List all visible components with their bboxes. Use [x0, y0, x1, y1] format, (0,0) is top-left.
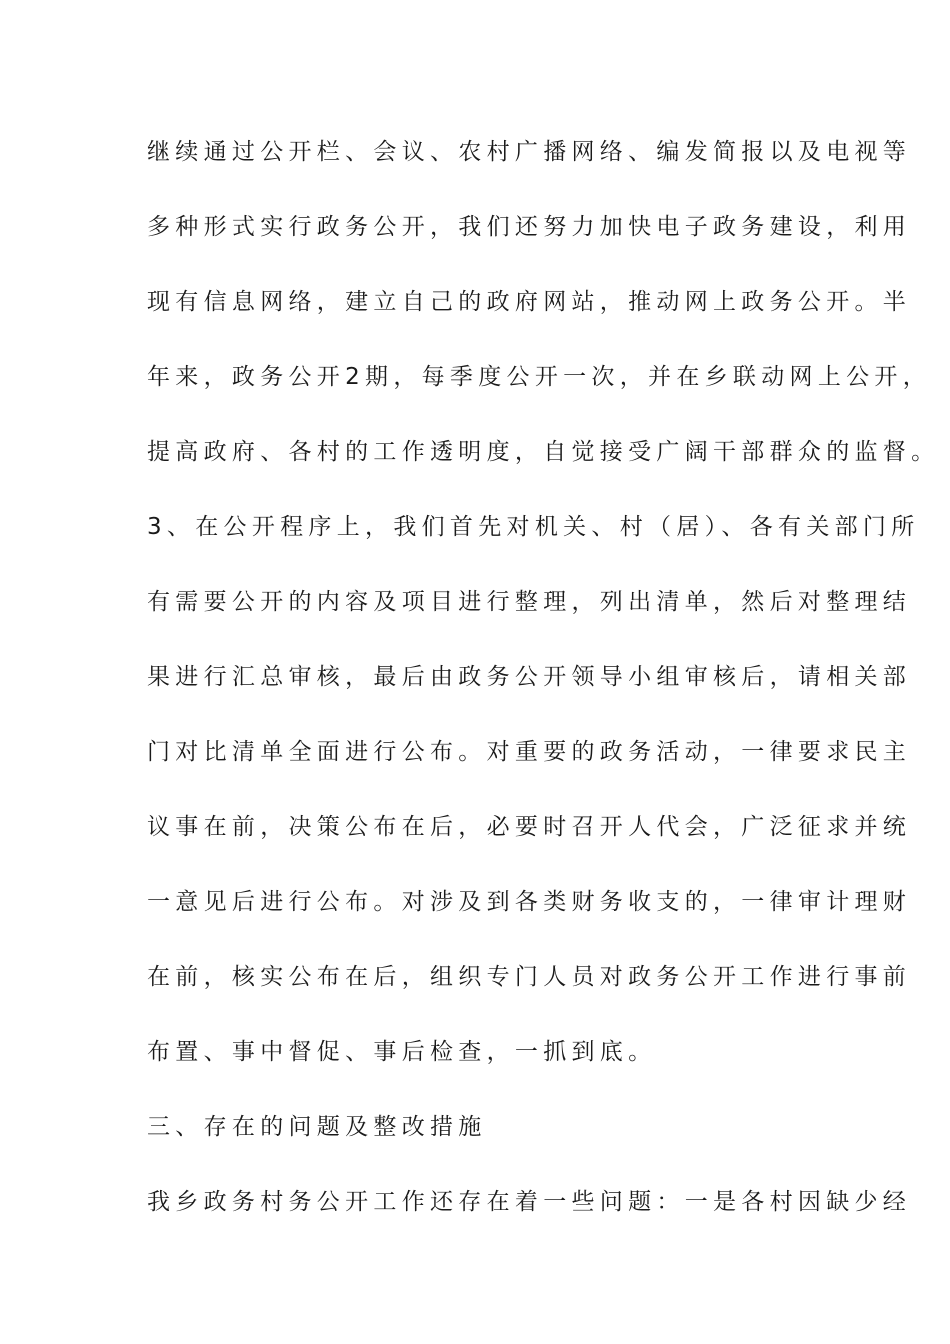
text-line: 果进行汇总审核，最后由政务公开领导小组审核后，请相关部 — [147, 664, 912, 690]
text-line: 一意见后进行公布。对涉及到各类财务收支的，一律审计理财 — [147, 889, 912, 915]
text-line: 多种形式实行政务公开，我们还努力加快电子政务建设，利用 — [147, 214, 912, 240]
section-heading: 三、存在的问题及整改措施 — [147, 1114, 487, 1140]
text-line: 我乡政务村务公开工作还存在着一些问题：一是各村因缺少经 — [147, 1189, 912, 1215]
text-line: 提高政府、各村的工作透明度，自觉接受广阔干部群众的监督。 — [147, 439, 940, 465]
text-line: 门对比清单全面进行公布。对重要的政务活动，一律要求民主 — [147, 739, 912, 765]
text-line: 议事在前，决策公布在后，必要时召开人代会，广泛征求并统 — [147, 814, 912, 840]
text-line: 年来，政务公开2期，每季度公开一次，并在乡联动网上公开， — [147, 364, 932, 390]
text-line: 3、在公开程序上，我们首先对机关、村（居）、各有关部门所 — [147, 514, 920, 540]
text-line: 在前，核实公布在后，组织专门人员对政务公开工作进行事前 — [147, 964, 912, 990]
text-line: 现有信息网络，建立自己的政府网站，推动网上政务公开。半 — [147, 289, 912, 315]
text-line: 布置、事中督促、事后检查，一抓到底。 — [147, 1039, 657, 1065]
text-line: 有需要公开的内容及项目进行整理，列出清单，然后对整理结 — [147, 589, 912, 615]
text-line: 继续通过公开栏、会议、农村广播网络、编发简报以及电视等 — [147, 139, 912, 165]
